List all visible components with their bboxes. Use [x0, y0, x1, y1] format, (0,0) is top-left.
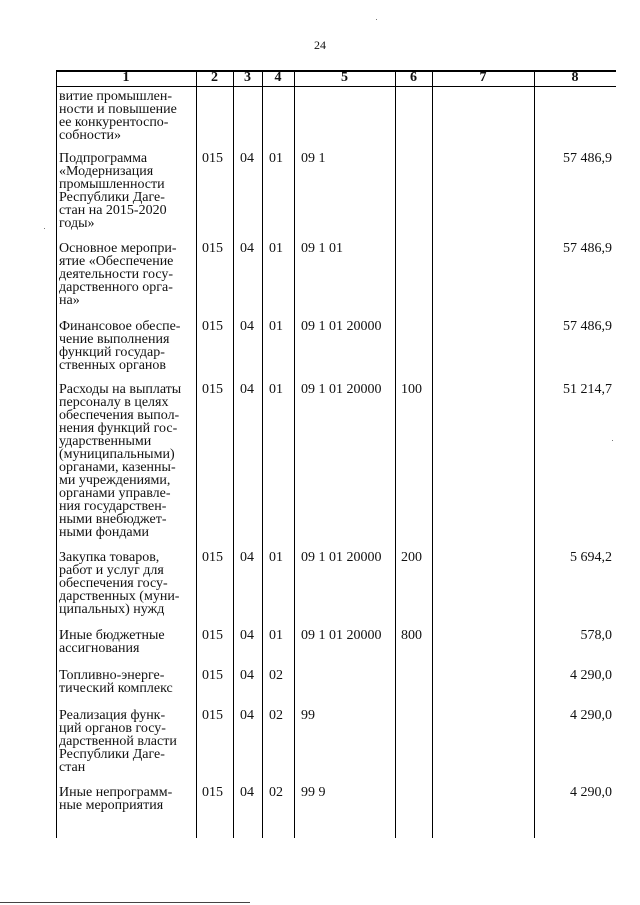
row-sum: 57 486,9	[563, 151, 612, 166]
row-name: Основное меропри- ятие «Обеспечение деятельности госу- дарственного орга- на»	[59, 241, 177, 308]
row-grbs: 015	[202, 151, 223, 166]
column-divider	[294, 72, 295, 838]
column-divider	[262, 72, 263, 838]
column-divider	[233, 72, 234, 838]
row-pr: 01	[269, 241, 283, 256]
column-number-5: 5	[341, 70, 348, 85]
row-name: Финансовое обеспе- чение выполнения функций государ- ственных органов	[59, 319, 181, 373]
budget-table	[56, 70, 616, 838]
row-csr: 09 1 01 20000	[301, 319, 382, 334]
row-grbs: 015	[202, 708, 223, 723]
column-divider	[432, 72, 433, 838]
row-pr: 01	[269, 151, 283, 166]
column-number-6: 6	[410, 70, 417, 85]
row-vr: 200	[401, 550, 422, 565]
row-csr: 09 1 01	[301, 241, 343, 256]
row-pr: 02	[269, 668, 283, 683]
row-name: Расходы на выплаты персоналу в целях обеспечения выпол- нения функций гос- ударственными (муниципальными) органами, казенны- ми учреждениями, органами управле- ния государствен- ными внебюджет- ными фондами	[59, 382, 182, 540]
column-number-7: 7	[479, 70, 487, 85]
row-sum: 4 290,0	[570, 708, 612, 723]
row-rz: 04	[240, 550, 254, 565]
column-number-1: 1	[122, 70, 130, 85]
row-csr: 09 1 01 20000	[301, 382, 382, 397]
row-vr: 100	[401, 382, 422, 397]
row-sum: 5 694,2	[570, 550, 612, 565]
row-pr: 01	[269, 550, 283, 565]
column-divider	[534, 72, 535, 838]
column-number-2: 2	[211, 70, 218, 85]
row-name: Иные непрограмм- ные мероприятия	[59, 785, 173, 813]
row-name: Подпрограмма «Модернизация промышленности Республики Даге- стан на 2015-2020 годы»	[59, 151, 167, 231]
row-pr: 01	[269, 382, 283, 397]
row-rz: 04	[240, 785, 254, 800]
page-number: 24	[314, 38, 326, 52]
column-divider	[56, 72, 57, 838]
row-sum: 4 290,0	[570, 668, 612, 683]
scan-speck	[612, 440, 613, 441]
row-name: Топливно-энерге- тический комплекс	[59, 668, 173, 696]
row-name: Реализация функ- ций органов госу- дарственной власти Республики Даге- стан	[59, 708, 177, 775]
row-name: Закупка товаров, работ и услуг для обеспечения госу- дарственных (муни- ципальных) нужд	[59, 550, 180, 617]
row-csr: 99	[301, 708, 315, 723]
row-csr: 09 1 01 20000	[301, 628, 382, 643]
row-rz: 04	[240, 241, 254, 256]
row-rz: 04	[240, 382, 254, 397]
column-divider	[395, 72, 396, 838]
row-sum: 578,0	[580, 628, 612, 643]
row-csr: 09 1 01 20000	[301, 550, 382, 565]
row-rz: 04	[240, 628, 254, 643]
row-grbs: 015	[202, 382, 223, 397]
header-divider	[56, 86, 616, 87]
row-name: витие промышлен- ности и повышение ее конкурентоспо- собности»	[59, 89, 177, 143]
row-sum: 57 486,9	[563, 319, 612, 334]
row-pr: 01	[269, 628, 283, 643]
row-grbs: 015	[202, 628, 223, 643]
row-pr: 01	[269, 319, 283, 334]
scan-edge-line	[0, 902, 250, 903]
row-pr: 02	[269, 785, 283, 800]
row-sum: 4 290,0	[570, 785, 612, 800]
column-divider	[196, 72, 197, 838]
row-sum: 57 486,9	[563, 241, 612, 256]
row-grbs: 015	[202, 241, 223, 256]
row-grbs: 015	[202, 550, 223, 565]
row-sum: 51 214,7	[563, 382, 612, 397]
row-grbs: 015	[202, 319, 223, 334]
column-number-8: 8	[571, 70, 579, 85]
row-rz: 04	[240, 708, 254, 723]
row-rz: 04	[240, 668, 254, 683]
row-csr: 09 1	[301, 151, 326, 166]
row-pr: 02	[269, 708, 283, 723]
row-grbs: 015	[202, 668, 223, 683]
row-csr: 99 9	[301, 785, 326, 800]
row-grbs: 015	[202, 785, 223, 800]
row-vr: 800	[401, 628, 422, 643]
column-number-4: 4	[274, 70, 282, 85]
column-number-3: 3	[244, 70, 251, 85]
row-name: Иные бюджетные ассигнования	[59, 628, 165, 656]
row-rz: 04	[240, 151, 254, 166]
row-rz: 04	[240, 319, 254, 334]
scan-speck	[44, 228, 45, 229]
scan-speck	[376, 19, 377, 20]
